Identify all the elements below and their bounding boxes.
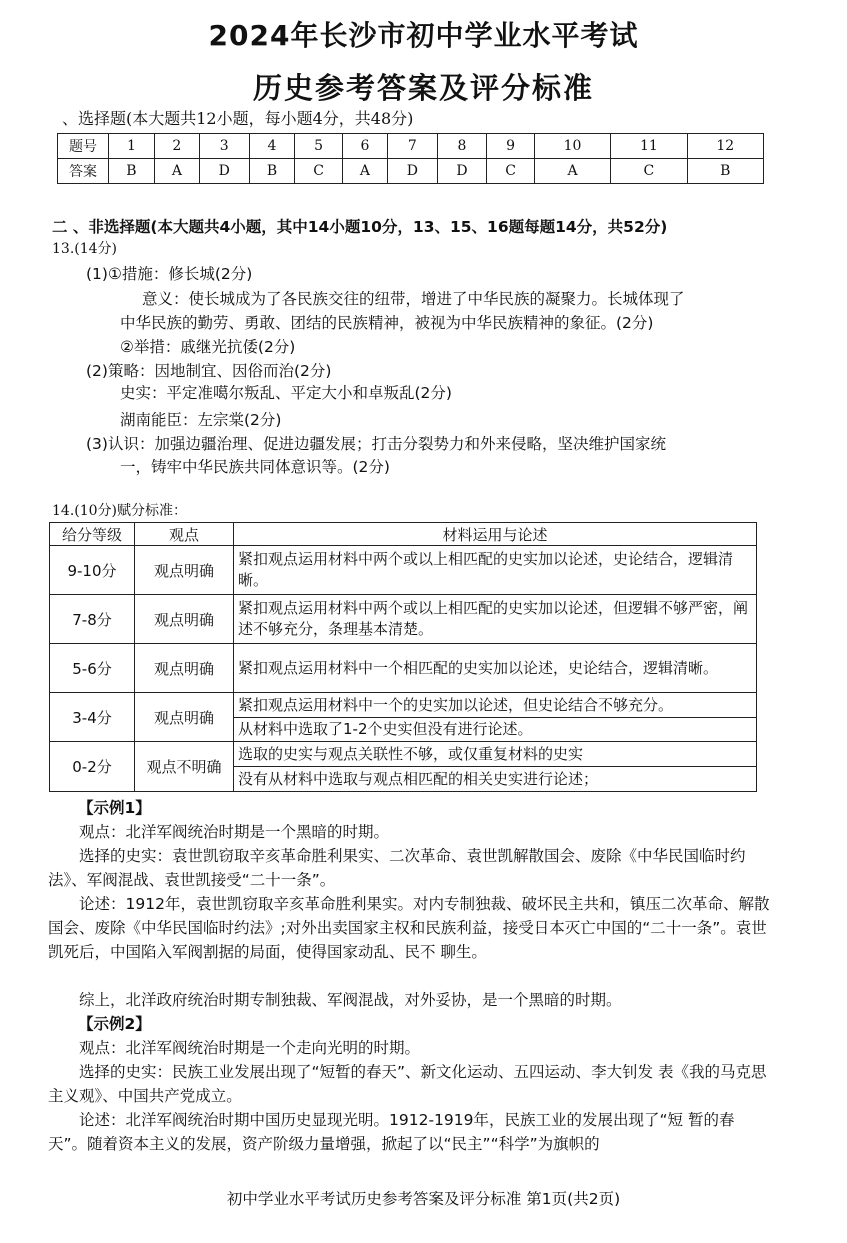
scoring-rubric-table bbox=[49, 522, 757, 792]
answer-cell: B bbox=[249, 159, 295, 184]
rubric-grade: 5-6分 bbox=[50, 644, 135, 693]
answer-cell: A bbox=[154, 159, 199, 184]
rubric-desc: 紧扣观点运用材料中两个或以上相匹配的史实加以论述，但逻辑不够严密，阐述不够充分，条理基本清楚。 bbox=[234, 595, 757, 644]
rubric-row bbox=[50, 644, 757, 693]
q13-line: 一，铸牢中华民族共同体意识等。(2分) bbox=[120, 458, 390, 476]
example2-label: 【示例2】 bbox=[78, 1015, 151, 1033]
rubric-row bbox=[50, 742, 757, 767]
exam-title: 2024年长沙市初中学业水平考试 bbox=[208, 19, 639, 52]
section1-heading: 、选择题(本大题共12小题，每小题4分，共48分) bbox=[62, 109, 414, 128]
example2-facts: 选择的史实：民族工业发展出现了“短暂的春天”、新文化运动、五四运动、李大钊发 表《我的马克思主义观》、中国共产党成立。 bbox=[48, 1063, 767, 1105]
answer-cell: A bbox=[534, 159, 610, 184]
answer-cell: D bbox=[388, 159, 438, 184]
example2-view: 观点：北洋军阀统治时期是一个走向光明的时期。 bbox=[79, 1039, 421, 1057]
question-number: 11 bbox=[611, 134, 687, 159]
answer-cell: C bbox=[487, 159, 535, 184]
question-number: 8 bbox=[437, 134, 487, 159]
rubric-view: 观点明确 bbox=[135, 546, 234, 595]
q13-line: 湖南能臣：左宗棠(2分) bbox=[120, 411, 282, 429]
answer-cell: D bbox=[199, 159, 249, 184]
rubric-row bbox=[50, 546, 757, 595]
answer-cell: D bbox=[437, 159, 487, 184]
question-number: 6 bbox=[342, 134, 387, 159]
multiple-choice-answer-table bbox=[57, 133, 764, 184]
q13-heading: 13.(14分) bbox=[52, 241, 118, 257]
row-label: 题号 bbox=[58, 134, 109, 159]
rubric-row bbox=[50, 595, 757, 644]
example1-facts: 选择的史实：袁世凯窃取辛亥革命胜利果实、二次革命、袁世凯解散国会、废除《中华民国临时约法》、军阀混战、袁世凯接受“二十一条”。 bbox=[48, 847, 746, 889]
rubric-desc: 从材料中选取了1-2个史实但没有进行论述。 bbox=[234, 718, 757, 742]
rubric-header-row bbox=[50, 523, 757, 546]
question-number: 1 bbox=[109, 134, 155, 159]
rubric-desc: 选取的史实与观点关联性不够，或仅重复材料的史实 bbox=[234, 742, 757, 767]
rubric-view: 观点明确 bbox=[135, 644, 234, 693]
example2-argument: 论述：北洋军阀统治时期中国历史显现光明。1912-1919年，民族工业的发展出现了“短 暂的春天”。随着资本主义的发展，资产阶级力量增强，掀起了以“民主”“科学”为旗帜的 bbox=[48, 1111, 735, 1153]
q13-line: 史实：平定准噶尔叛乱、平定大小和卓叛乱(2分) bbox=[120, 384, 452, 402]
rubric-header-view: 观点 bbox=[135, 523, 234, 546]
question-number: 9 bbox=[487, 134, 535, 159]
page-footer: 初中学业水平考试历史参考答案及评分标准 第1页(共2页) bbox=[226, 1190, 621, 1208]
question-number-row bbox=[58, 134, 764, 159]
rubric-desc: 没有从材料中选取与观点相匹配的相关史实进行论述； bbox=[234, 767, 757, 792]
rubric-header-grade: 给分等级 bbox=[50, 523, 135, 546]
rubric-grade: 0-2分 bbox=[50, 742, 135, 792]
answer-row bbox=[58, 159, 764, 184]
rubric-desc: 紧扣观点运用材料中一个的史实加以论述，但史论结合不够充分。 bbox=[234, 693, 757, 718]
q13-line: (3)认识：加强边疆治理、促进边疆发展；打击分裂势力和外来侵略，坚决维护国家统 bbox=[86, 435, 666, 453]
section2-heading: 二 、非选择题(本大题共4小题，其中14小题10分，13、15、16题每题14分，共52分) bbox=[52, 218, 668, 236]
question-number: 10 bbox=[534, 134, 610, 159]
question-number: 4 bbox=[249, 134, 295, 159]
question-number: 7 bbox=[388, 134, 438, 159]
q13-line: ②举措：戚继光抗倭(2分) bbox=[120, 338, 296, 356]
document-subtitle: 历史参考答案及评分标准 bbox=[252, 71, 594, 105]
rubric-grade: 9-10分 bbox=[50, 546, 135, 595]
question-number: 5 bbox=[295, 134, 343, 159]
rubric-view: 观点不明确 bbox=[135, 742, 234, 792]
rubric-view: 观点明确 bbox=[135, 693, 234, 742]
answer-cell: B bbox=[109, 159, 155, 184]
q13-line: 中华民族的勤劳、勇敢、团结的民族精神，被视为中华民族精神的象征。(2分) bbox=[120, 314, 654, 332]
example1-argument: 论述：1912年，袁世凯窃取辛亥革命胜利果实。对内专制独裁、破坏民主共和，镇压二次革命、解散国会、废除《中华民国临时约法》;对外出卖国家主权和民族利益，接受日本灭亡中国的“二十一条”。袁世凯死后，中国陷入军阀割据的局面，使得国家动乱、民不 聊生。 bbox=[48, 895, 770, 961]
answer-cell: C bbox=[295, 159, 343, 184]
rubric-header-desc: 材料运用与论述 bbox=[234, 523, 757, 546]
example1-view: 观点：北洋军阀统治时期是一个黑暗的时期。 bbox=[79, 823, 390, 841]
rubric-desc: 紧扣观点运用材料中一个相匹配的史实加以论述，史论结合，逻辑清晰。 bbox=[234, 644, 757, 693]
row-label: 答案 bbox=[58, 159, 109, 184]
q13-line: 意义：使长城成为了各民族交往的纽带，增进了中华民族的凝聚力。长城体现了 bbox=[142, 290, 685, 308]
rubric-view: 观点明确 bbox=[135, 595, 234, 644]
question-number: 12 bbox=[687, 134, 763, 159]
rubric-desc: 紧扣观点运用材料中两个或以上相匹配的史实加以论述，史论结合，逻辑清晰。 bbox=[234, 546, 757, 595]
rubric-row bbox=[50, 693, 757, 718]
q14-heading: 14.(10分)赋分标准： bbox=[52, 503, 188, 519]
q13-line: (1)①措施：修长城(2分) bbox=[86, 265, 253, 283]
answer-cell: C bbox=[611, 159, 687, 184]
rubric-grade: 7-8分 bbox=[50, 595, 135, 644]
answer-cell: A bbox=[342, 159, 387, 184]
example1-summary: 综上，北洋政府统治时期专制独裁、军阀混战，对外妥协，是一个黑暗的时期。 bbox=[79, 991, 622, 1009]
question-number: 3 bbox=[199, 134, 249, 159]
rubric-grade: 3-4分 bbox=[50, 693, 135, 742]
q13-line: (2)策略：因地制宜、因俗而治(2分) bbox=[86, 362, 332, 380]
question-number: 2 bbox=[154, 134, 199, 159]
example1-label: 【示例1】 bbox=[78, 799, 151, 817]
answer-cell: B bbox=[687, 159, 763, 184]
